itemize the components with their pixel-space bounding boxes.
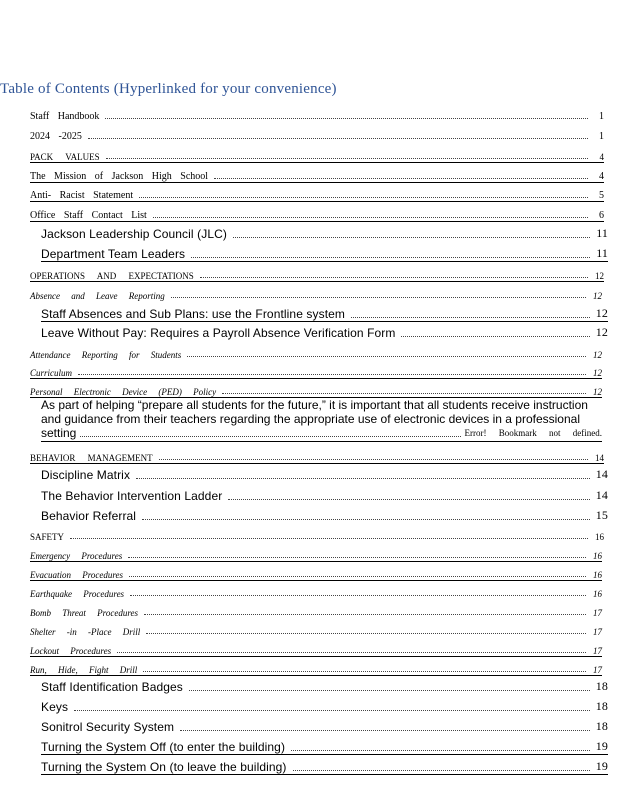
toc-page-number: 16 — [593, 551, 602, 561]
dot-leader — [233, 237, 590, 238]
dot-leader — [128, 557, 586, 558]
toc-page-number: 12 — [593, 387, 602, 397]
toc-entry-behavior-intervention-ladder[interactable] — [41, 484, 608, 503]
toc-entry-label: Evacuation Procedures — [30, 570, 124, 580]
toc-entry-earthquake-procedures[interactable] — [30, 580, 602, 599]
dot-leader — [222, 393, 586, 394]
dot-leader — [117, 652, 586, 653]
toc-entry-jlc[interactable] — [41, 222, 608, 241]
toc-page-number: 12 — [593, 350, 602, 360]
toc-entry-label: Lockout Procedures — [30, 646, 112, 656]
toc-page-number: 12 — [595, 271, 604, 281]
dot-leader — [187, 356, 586, 357]
toc-entry-attendance-reporting[interactable] — [30, 341, 602, 360]
toc-entry-run-hide-fight[interactable] — [30, 656, 602, 676]
dot-leader — [106, 158, 588, 159]
toc-entry-label: Discipline Matrix — [41, 468, 131, 482]
dot-leader — [200, 277, 588, 278]
dot-leader — [70, 538, 588, 539]
toc-entry-label-line-1: As part of helping “prepare all students for the future,” it is important that all students receive instruction — [41, 398, 588, 412]
dot-leader — [159, 459, 588, 460]
toc-entry-label: BEHAVIOR MANAGEMENT — [30, 453, 153, 463]
toc-entry-department-team-leaders[interactable] — [41, 242, 608, 262]
toc-entry-label: Staff Identification Badges — [41, 680, 183, 694]
toc-title: Table of Contents (Hyperlinked for your convenience) — [0, 81, 337, 97]
toc-page-number: 14 — [595, 453, 604, 463]
toc-page-number: 19 — [595, 759, 608, 773]
toc-entry-label: PACK VALUES — [30, 152, 100, 162]
toc-entry-discipline-matrix[interactable] — [41, 463, 608, 482]
dot-leader — [74, 710, 590, 711]
toc-entry-leave-without-pay[interactable] — [41, 321, 608, 340]
dot-leader — [88, 138, 588, 139]
toc-entry-label: The Mission of Jackson High School — [30, 171, 209, 182]
toc-entry-pack-values[interactable] — [30, 143, 604, 163]
toc-entry-operations[interactable] — [30, 262, 604, 282]
dot-leader — [171, 297, 586, 298]
toc-page-number: 4 — [599, 171, 604, 182]
toc-entry-ped-policy[interactable] — [30, 378, 602, 398]
toc-entry-shelter-in-place[interactable] — [30, 618, 602, 637]
toc-page-number: 11 — [596, 226, 608, 240]
toc-entry-school-year[interactable] — [30, 123, 604, 142]
toc-entry-label-line-3: setting — [41, 426, 77, 440]
toc-entry-anti-racist-statement[interactable] — [30, 182, 604, 202]
toc-entry-sonitrol-security[interactable] — [41, 715, 608, 734]
toc-entry-label: Turning the System On (to leave the building) — [41, 760, 287, 774]
dot-leader — [78, 374, 586, 375]
toc-entry-label: Curriculum — [30, 368, 73, 378]
dot-leader — [214, 178, 588, 179]
dot-leader — [139, 197, 588, 198]
toc-entry-emergency-procedures[interactable] — [30, 542, 602, 562]
toc-entry-label: Sonitrol Security System — [41, 720, 175, 734]
dot-leader — [142, 519, 590, 520]
toc-entry-label: SAFETY — [30, 532, 65, 542]
dot-leader — [146, 633, 586, 634]
dot-leader — [401, 336, 589, 337]
toc-page-number: 17 — [593, 627, 602, 637]
dot-leader — [80, 436, 460, 437]
toc-entry-label: Leave Without Pay: Requires a Payroll Absence Verification Form — [41, 326, 396, 340]
toc-entry-label: Turning the System Off (to enter the building) — [41, 740, 286, 754]
toc-entry-staff-absences[interactable] — [41, 302, 608, 322]
dot-leader — [153, 217, 588, 218]
toc-page-number: 19 — [595, 739, 608, 753]
toc-entry-label: Shelter -in -Place Drill — [30, 627, 141, 637]
toc-entry-label: Absence and Leave Reporting — [30, 291, 165, 301]
toc-page-number: 16 — [593, 570, 602, 580]
toc-entry-curriculum[interactable] — [30, 359, 602, 379]
dot-leader — [291, 750, 590, 751]
toc-entry-label: Behavior Referral — [41, 509, 137, 523]
toc-page-number: 1 — [599, 111, 604, 122]
toc-entry-label: 2024 -2025 — [30, 131, 82, 142]
toc-entry-label: OPERATIONS AND EXPECTATIONS — [30, 271, 194, 281]
dot-leader — [130, 595, 586, 596]
toc-entry-label: Department Team Leaders — [41, 247, 186, 261]
toc-entry-mission[interactable] — [30, 163, 604, 183]
toc-entry-label: Staff Handbook — [30, 111, 100, 122]
dot-leader — [293, 770, 590, 771]
toc-page-number: 6 — [599, 210, 604, 221]
dot-leader — [228, 499, 589, 500]
toc-entry-label: Office Staff Contact List — [30, 210, 147, 221]
toc-page-number: 12 — [595, 325, 608, 339]
toc-entry-label: Emergency Procedures — [30, 551, 123, 561]
dot-leader — [129, 576, 586, 577]
toc-entry-label: Earthquake Procedures — [30, 589, 125, 599]
dot-leader — [189, 690, 590, 691]
dot-leader — [136, 478, 590, 479]
toc-entry-evacuation-procedures[interactable] — [30, 561, 602, 581]
toc-entry-label: The Behavior Intervention Ladder — [41, 489, 223, 503]
toc-entry-label: Attendance Reporting for Students — [30, 350, 182, 360]
toc-entry-absence-leave[interactable] — [30, 282, 602, 301]
toc-page-number: 12 — [593, 291, 602, 301]
toc-entry-label: Keys — [41, 700, 69, 714]
toc-page-number: 17 — [593, 608, 602, 618]
toc-entry-label-line-2: and guidance from their teachers regarding the appropriate use of electronic devices in a professional — [41, 412, 580, 426]
toc-entry-safety[interactable] — [30, 523, 604, 542]
toc-entry-label: Staff Absences and Sub Plans: use the Frontline system — [41, 307, 346, 321]
dot-leader — [191, 257, 590, 258]
toc-entry-lockout-procedures[interactable] — [30, 637, 602, 657]
toc-page-number: 17 — [593, 646, 602, 656]
dot-leader — [180, 730, 590, 731]
toc-page-number: 4 — [599, 152, 604, 162]
toc-entry-label: Bomb Threat Procedures — [30, 608, 138, 618]
toc-page-number: 18 — [595, 699, 608, 713]
toc-entry-staff-id-badges[interactable] — [41, 675, 608, 694]
toc-page-number: 15 — [595, 508, 608, 522]
toc-entry-label: Jackson Leadership Council (JLC) — [41, 227, 227, 241]
toc-page-number: 1 — [599, 131, 604, 142]
dot-leader — [144, 614, 586, 615]
toc-page-number: 14 — [595, 488, 608, 502]
toc-entry-label: Run, Hide, Fight Drill — [30, 665, 138, 675]
toc-page-number: 16 — [593, 589, 602, 599]
dot-leader — [105, 118, 588, 119]
toc-entry-bomb-threat-procedures[interactable] — [30, 599, 602, 618]
toc-page-number: 17 — [593, 665, 602, 675]
toc-entry-keys[interactable] — [41, 695, 608, 714]
dot-leader — [143, 671, 586, 672]
toc-entry-office-staff-contact-list[interactable] — [30, 202, 604, 222]
toc-entry-staff-handbook[interactable] — [30, 103, 604, 122]
toc-entry-ped-statement[interactable] — [41, 398, 602, 442]
toc-page-number: 12 — [595, 306, 608, 320]
toc-entry-system-off[interactable] — [41, 735, 608, 755]
toc-page-number: 14 — [595, 467, 608, 481]
toc-page-number: 18 — [595, 719, 608, 733]
toc-page-number: 16 — [595, 532, 604, 542]
toc-entry-system-on[interactable] — [41, 755, 608, 775]
toc-entry-behavior-referral[interactable] — [41, 504, 608, 523]
toc-page-number: 11 — [596, 246, 608, 260]
toc-page-number: 5 — [599, 190, 604, 201]
bookmark-error-text: Error! Bookmark not defined. — [464, 428, 602, 438]
dot-leader — [351, 317, 590, 318]
toc-entry-label: Personal Electronic Device (PED) Policy — [30, 387, 217, 397]
toc-entry-behavior-management[interactable] — [30, 444, 604, 464]
toc-entry-label: Anti- Racist Statement — [30, 190, 134, 201]
toc-page-number: 12 — [593, 368, 602, 378]
toc-page-number: 18 — [595, 679, 608, 693]
